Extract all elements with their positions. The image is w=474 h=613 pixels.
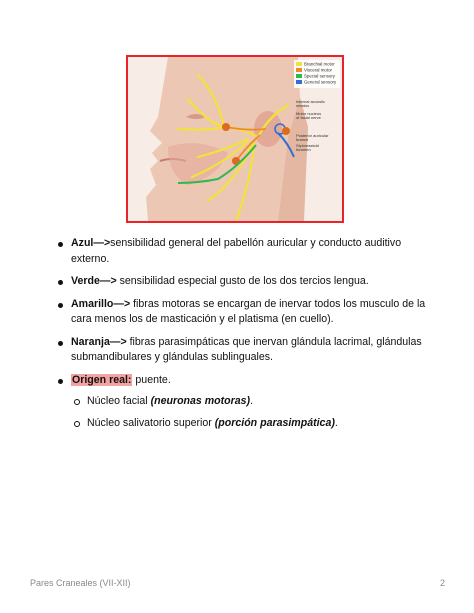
sub-item-text: Núcleo facial [87, 395, 151, 407]
bullet-text: sensibilidad general del pabellón auricular y conducto auditivo externo. [71, 237, 402, 265]
term-azul: Azul—> [71, 237, 111, 249]
sub-item-emphasis: (neuronas motoras) [150, 395, 251, 407]
annotation: of facial nerve [296, 115, 321, 120]
facial-nerve-illustration [128, 57, 342, 221]
bullet-text: fibras parasimpáticas que inervan glándula lacrimal, glándulas submandibulares y glándulas sublinguales. [71, 335, 422, 363]
annotation: Stylomastoid [296, 143, 319, 148]
bullet-list [52, 236, 432, 438]
page-number: 2 [440, 578, 446, 588]
annotation: branch [296, 137, 309, 142]
legend-label: Visceral motor [304, 67, 332, 73]
sub-item-emphasis: (porción parasimpática) [214, 416, 335, 429]
annotation: Posterior auricular [296, 133, 329, 138]
facial-nerve-figure [126, 55, 344, 223]
bullet-text: puente. [132, 373, 171, 386]
list-item-origen [52, 373, 432, 432]
legend-label: General sensory [304, 79, 337, 85]
legend-label: Special sensory [304, 73, 335, 79]
figure-legend [294, 60, 340, 88]
term-origen-real: Origen real: [72, 373, 132, 386]
annotation: Motor nucleus [296, 111, 322, 116]
sub-item [71, 394, 432, 410]
list-item [52, 274, 432, 290]
list-item [52, 335, 432, 366]
sub-item-text: Núcleo salivatorio superior [87, 416, 215, 429]
sub-item-end: . [250, 395, 254, 407]
bullet-text: fibras motoras se encargan de inervar todos los musculo de la cara menos los de masticación y el platisma (en cuello). [71, 297, 426, 325]
footer-title: Pares Craneales (VII-XII) [30, 578, 131, 588]
legend-label: Branchial motor [304, 61, 335, 67]
list-item [52, 297, 432, 328]
term-naranja: Naranja—> [71, 335, 127, 348]
annotation: Internal acoustic [296, 99, 326, 104]
annotation: foramen [296, 147, 311, 152]
term-amarillo: Amarillo—> [71, 297, 131, 310]
bullet-text: sensibilidad especial gusto de los dos tercios lengua. [116, 275, 369, 287]
sub-item [71, 416, 432, 432]
list-item [52, 236, 432, 267]
annotation: meatus [296, 103, 310, 108]
term-verde: Verde—> [71, 275, 117, 287]
sub-item-end: . [334, 416, 338, 429]
sub-list [71, 394, 432, 431]
